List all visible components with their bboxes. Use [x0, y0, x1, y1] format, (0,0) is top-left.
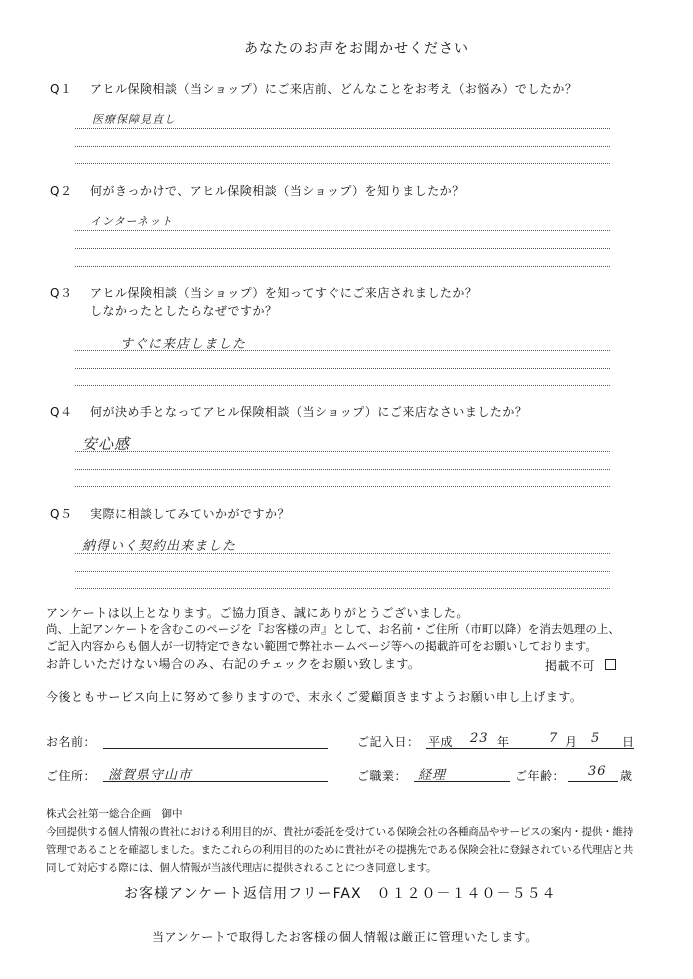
q3-text-2: しなかったとしたらなぜですか？: [90, 304, 278, 318]
closing-line-4: お許しいただけない場合のみ、右記のチェックをお願い致します。: [46, 657, 421, 671]
consent-line-2: 管理であることを確認しました。またこれらの利用目的のために貴社がその提携先である保険会社に登録されている代理店と共: [46, 844, 634, 856]
name-field[interactable]: [103, 748, 328, 749]
company-name: 株式会社第一総合企画 御中: [46, 808, 183, 820]
job-label: ご職業：: [357, 769, 408, 783]
q2-answer-line: [75, 230, 610, 231]
q4-answer-line: [75, 469, 610, 470]
q2-number: Q２: [50, 184, 73, 198]
name-label: お名前：: [46, 735, 97, 749]
privacy-notice: 当アンケートで取得したお客様の個人情報は厳正に管理いたします。: [152, 930, 538, 944]
date-day[interactable]: 5: [591, 731, 601, 746]
date-field-line: [426, 748, 634, 749]
q3-answer-line: [75, 350, 610, 351]
closing-line-3: ご記入内容からも個人が一切特定できない範囲で弊社ホームページ等への掲載許可をお願いしております。: [46, 639, 597, 653]
date-year-unit: 年: [497, 735, 510, 749]
closing-line-1: アンケートは以上となります。ご協力頂き、誠にありがとうございました。: [46, 606, 469, 620]
q4-text: 何が決め手となってアヒル保険相談（当ショップ）にご来店なさいましたか？: [90, 405, 528, 419]
q4-answer[interactable]: 安心感: [82, 435, 131, 453]
q1-text: アヒル保険相談（当ショップ）にご来店前、どんなことをお考え（お悩み）でしたか？: [90, 82, 578, 96]
q1-answer-line: [75, 146, 610, 147]
address-field: [103, 781, 328, 782]
q4-answer-line: [75, 451, 610, 452]
q1-answer-line: [75, 163, 610, 164]
date-era: 平成: [428, 735, 454, 749]
age-field: [568, 781, 618, 782]
no-publish-label: 掲載不可: [545, 659, 596, 673]
age-label: ご年齢：: [515, 769, 566, 783]
consent-line-3: 同して対応する際には、個人情報が当該代理店に提供されることにつき同意します。: [46, 862, 437, 874]
q3-answer-line: [75, 385, 610, 386]
q3-answer[interactable]: すぐに来店しました: [120, 337, 247, 352]
date-month-unit: 月: [565, 735, 578, 749]
q5-number: Q５: [50, 507, 73, 521]
date-month[interactable]: 7: [549, 731, 559, 746]
q3-text: アヒル保険相談（当ショップ）を知ってすぐにご来店されましたか？: [90, 286, 478, 300]
job-field: [414, 781, 510, 782]
q5-answer-line: [75, 588, 610, 589]
q1-answer-line: [75, 128, 610, 129]
q3-number: Q３: [50, 286, 73, 300]
q4-number: Q４: [50, 405, 73, 419]
q5-text: 実際に相談してみていかがですか？: [90, 507, 291, 521]
q1-answer[interactable]: 医療保障見直し: [92, 113, 176, 126]
q5-answer-line: [75, 553, 610, 554]
age-value[interactable]: 36: [588, 764, 607, 779]
age-unit: 歳: [620, 769, 633, 783]
closing-line-2: 尚、上記アンケートを含むこのページを『お客様の声』として、お名前・ご住所（市町以降）を消去処理の上、: [46, 622, 620, 636]
address-value[interactable]: 滋賀県守山市: [108, 768, 193, 783]
q2-text: 何がきっかけで、アヒル保険相談（当ショップ）を知りましたか？: [90, 184, 465, 198]
q5-answer[interactable]: 納得いく契約出来ました: [82, 539, 237, 554]
q5-answer-line: [75, 571, 610, 572]
date-year[interactable]: 23: [470, 731, 489, 746]
free-fax-number: お客様アンケート返信用フリーFAX ０１２０－１４０－５５４: [124, 886, 557, 902]
no-publish-checkbox[interactable]: [605, 659, 616, 670]
q2-answer[interactable]: インターネット: [90, 215, 174, 228]
date-label: ご記入日：: [357, 735, 420, 749]
job-value[interactable]: 経理: [418, 768, 447, 783]
q1-number: Q１: [50, 82, 73, 96]
q4-answer-line: [75, 486, 610, 487]
date-day-unit: 日: [622, 735, 635, 749]
consent-line-1: 今回提供する個人情報の貴社における利用目的が、貴社が委託を受けている保険会社の各種商品やサービスの案内・提供・維持: [46, 826, 634, 838]
closing-line-5: 今後ともサービス向上に努めて参りますので、末永くご愛顧頂きますようお願い申し上げます。: [46, 690, 583, 704]
q2-answer-line: [75, 248, 610, 249]
q2-answer-line: [75, 266, 610, 267]
q3-answer-line: [75, 368, 610, 369]
address-label: ご住所：: [46, 769, 97, 783]
page-title: あなたのお声をお聞かせください: [244, 41, 469, 57]
